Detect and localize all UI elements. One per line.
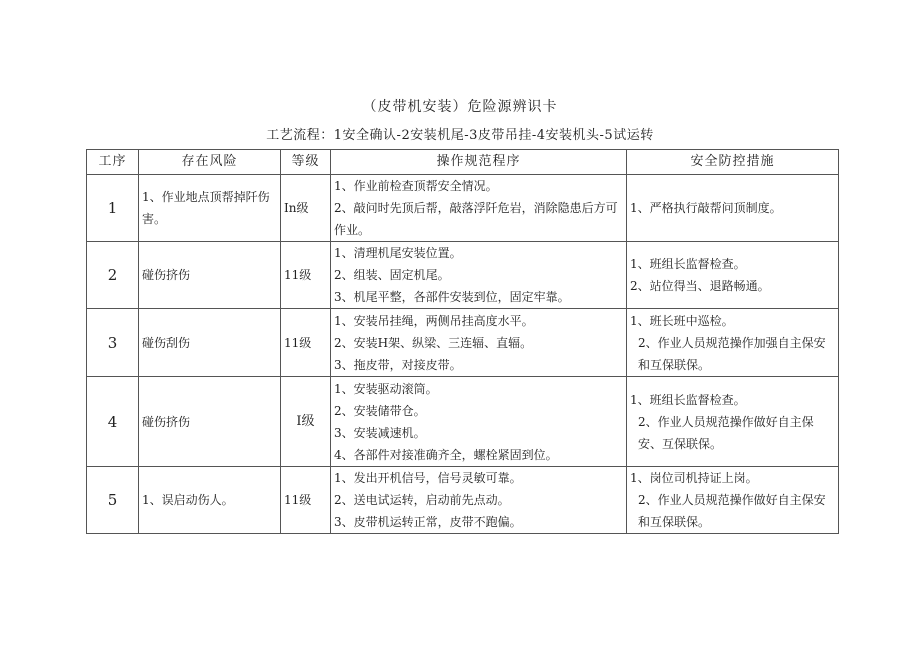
risk-cell: 1、作业地点顶帮掉阡伤害。 xyxy=(139,175,281,242)
table-row xyxy=(87,467,839,534)
level-cell: I级 xyxy=(281,377,331,467)
step-number: 3 xyxy=(87,309,139,377)
procedure-item: 1、发出开机信号，信号灵敏可靠。 xyxy=(334,471,522,485)
procedure-item: 1、作业前检查顶帮安全情况。 xyxy=(334,179,498,193)
measures-cell xyxy=(627,309,839,377)
table-header-row xyxy=(87,150,839,175)
measure-item: 2、作业人员规范操作做好自主保安和互保联保。 xyxy=(638,493,826,529)
column-header-measures: 安全防控措施 xyxy=(627,150,839,175)
table-row xyxy=(87,175,839,242)
procedure-item: 3、皮带机运转正常，皮带不跑偏。 xyxy=(334,515,522,529)
measure-item: 1、班组长监督检查。 xyxy=(630,392,746,407)
level-cell: 11级 xyxy=(281,467,331,534)
procedures-cell xyxy=(331,377,627,467)
procedure-item: 2、送电试运转，启动前先点动。 xyxy=(334,493,510,507)
step-number: 1 xyxy=(87,175,139,242)
procedure-item: 1、清理机尾安装位置。 xyxy=(334,246,462,260)
measure-item: 2、站位得当、退路畅通。 xyxy=(630,279,770,293)
procedures-cell xyxy=(331,467,627,534)
column-header-risk: 存在风险 xyxy=(139,150,281,175)
procedures-cell xyxy=(331,309,627,377)
procedure-item: 2、安装H架、纵梁、三连辐、直辐。 xyxy=(334,335,533,350)
column-header-procedures: 操作规范程序 xyxy=(331,150,627,175)
procedures-cell xyxy=(331,175,627,242)
risk-cell: 1、误启动伤人。 xyxy=(139,467,281,534)
risk-cell: 碰伤挤伤 xyxy=(139,242,281,309)
procedure-item: 1、安装吊挂绳，两侧吊挂高度水平。 xyxy=(334,313,534,328)
measure-item: 2、作业人员规范操作做好自主保安、互保联保。 xyxy=(638,414,814,451)
procedure-item: 4、各部件对接准确齐全，螺栓紧固到位。 xyxy=(334,447,558,462)
measures-cell xyxy=(627,175,839,242)
level-cell: 11级 xyxy=(281,242,331,309)
procedure-item: 3、安装减速机。 xyxy=(334,425,426,440)
measure-item: 1、班组长监督检查。 xyxy=(630,257,746,271)
hazard-table xyxy=(86,149,839,534)
measures-cell xyxy=(627,242,839,309)
measure-item: 2、作业人员规范操作加强自主保安和互保联保。 xyxy=(638,335,826,372)
procedure-item: 1、安装驱动滚筒。 xyxy=(334,381,438,396)
process-flow: 工艺流程：1安全确认-2安装机尾-3皮带吊挂-4安装机头-5试运转 xyxy=(266,128,654,143)
level-cell: In级 xyxy=(281,175,331,242)
measures-cell xyxy=(627,467,839,534)
table-row xyxy=(87,377,839,467)
procedures-cell xyxy=(331,242,627,309)
procedure-item: 2、安装储带仓。 xyxy=(334,403,426,418)
risk-cell: 碰伤刮伤 xyxy=(139,309,281,377)
procedure-item: 2、敲问时先顶后帮，敲落浮阡危岩，消除隐患后方可作业。 xyxy=(334,201,618,237)
column-header-step: 工序 xyxy=(87,150,139,175)
measure-item: 1、班长班中巡检。 xyxy=(630,313,734,328)
table-row xyxy=(87,309,839,377)
step-number: 5 xyxy=(87,467,139,534)
procedure-item: 3、机尾平整，各部件安装到位，固定牢靠。 xyxy=(334,290,570,304)
level-cell: 11级 xyxy=(281,309,331,377)
measures-cell xyxy=(627,377,839,467)
procedure-item: 2、组装、固定机尾。 xyxy=(334,268,450,282)
table-row xyxy=(87,242,839,309)
measure-item: 1、严格执行敲帮问顶制度。 xyxy=(630,201,782,215)
measure-item: 1、岗位司机持证上岗。 xyxy=(630,471,758,485)
step-number: 4 xyxy=(87,377,139,467)
column-header-level: 等级 xyxy=(281,150,331,175)
card-title: （皮带机安装）危险源辨识卡 xyxy=(362,99,558,115)
step-number: 2 xyxy=(87,242,139,309)
procedure-item: 3、拖皮带，对接皮带。 xyxy=(334,357,462,372)
risk-cell: 碰伤挤伤 xyxy=(139,377,281,467)
